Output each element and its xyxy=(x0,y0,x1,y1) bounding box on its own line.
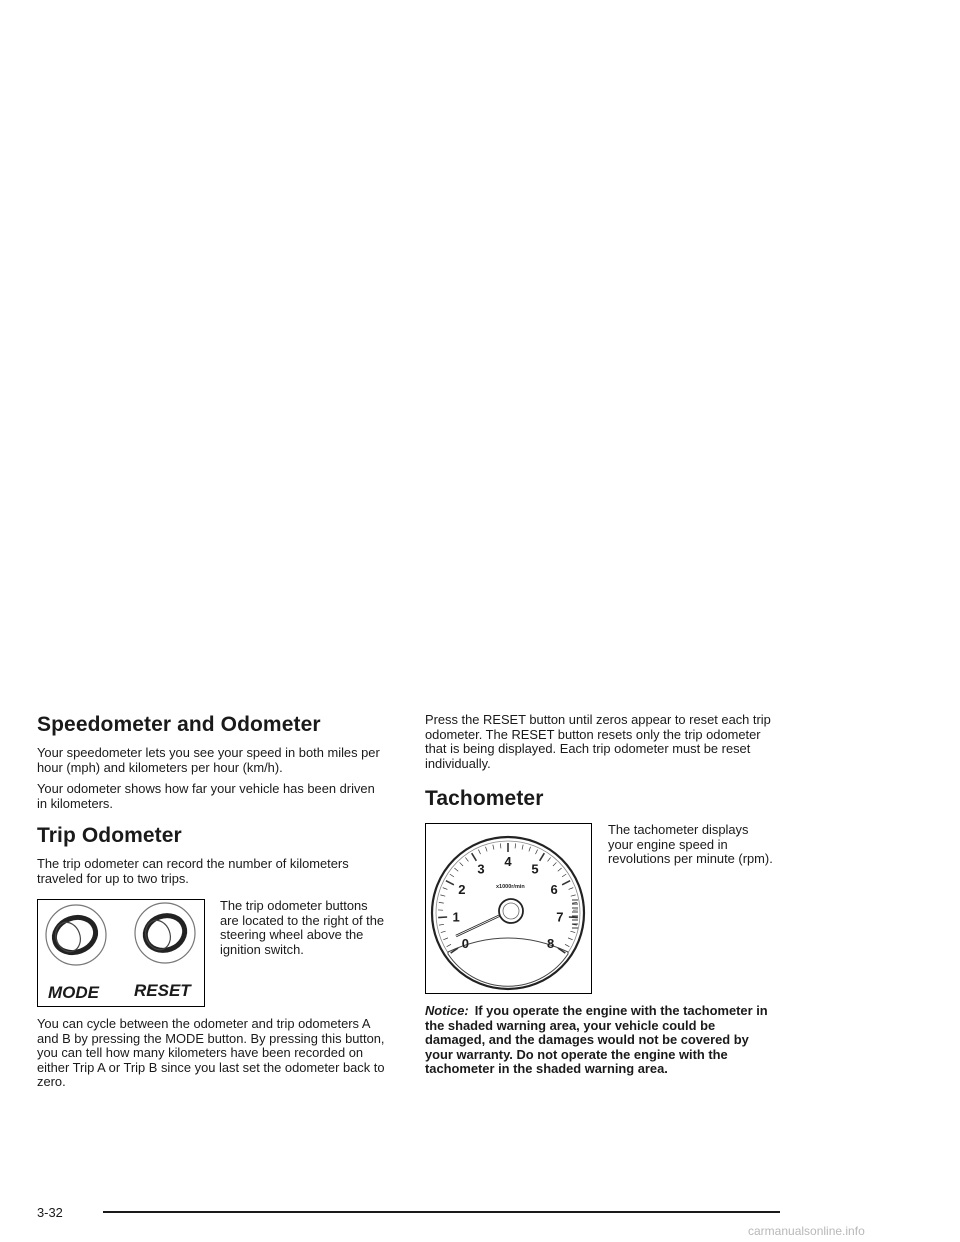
notice-text: If you operate the engine with the tachometer in the shaded warning area, your vehicle could be damaged, and the damages would not be covered by your warranty. Do not operate the engine with the tachometer in the shaded warning area. xyxy=(425,1003,768,1076)
trip-paragraph-1: The trip odometer can record the number of kilometers traveled for up to two trips. xyxy=(37,856,349,886)
trip-buttons-illustration xyxy=(38,900,204,1006)
tach-number-5: 5 xyxy=(531,861,539,877)
speedometer-paragraph-2: Your odometer shows how far your vehicle has been driven in kilometers. xyxy=(37,781,375,811)
trip-odometer-heading: Trip Odometer xyxy=(37,824,182,847)
reset-label: RESET xyxy=(134,981,191,1000)
tach-number-8: 8 xyxy=(546,935,555,951)
tach-number-2: 2 xyxy=(458,881,466,897)
tach-number-0: 0 xyxy=(461,935,470,951)
trip-caption: The trip odometer buttons are located to the right of the steering wheel above the ignition switch. xyxy=(220,898,385,957)
tach-number-3: 3 xyxy=(477,861,485,877)
tachometer-illustration xyxy=(426,824,591,993)
speedometer-heading: Speedometer and Odometer xyxy=(37,713,321,736)
notice-label: Notice: xyxy=(425,1003,469,1018)
footer-rule xyxy=(103,1211,780,1213)
trip-figure-row xyxy=(37,899,387,1007)
trip-paragraph-2: You can cycle between the odometer and trip odometers A and B by pressing the MODE button. By pressing this button, you can tell how many kilometers have been recorded on either Trip A or Trip B since you last set the odometer back to zero. xyxy=(37,1016,385,1089)
watermark: carmanualsonline.info xyxy=(748,1224,865,1238)
tach-number-1: 1 xyxy=(452,909,460,925)
reset-button-graphic xyxy=(135,903,195,963)
tach-figure-row xyxy=(425,823,775,994)
tach-number-6: 6 xyxy=(550,881,558,897)
tach-number-4: 4 xyxy=(504,854,512,869)
right-column xyxy=(425,713,775,1077)
tachometer-figure xyxy=(425,823,592,994)
page-number: 3-32 xyxy=(37,1205,63,1220)
speedometer-paragraph-1: Your speedometer lets you see your speed in both miles per hour (mph) and kilometers per hour (km/h). xyxy=(37,745,380,775)
tach-caption: The tachometer displays your engine speed in revolutions per minute (rpm). xyxy=(608,822,773,866)
tach-major-tick xyxy=(438,917,447,918)
left-column xyxy=(37,713,387,1097)
mode-button-graphic xyxy=(46,905,106,965)
notice-paragraph xyxy=(425,1004,775,1077)
trip-buttons-figure xyxy=(37,899,205,1007)
tach-major-tick xyxy=(569,917,578,918)
tachometer-heading: Tachometer xyxy=(425,787,544,810)
mode-label: MODE xyxy=(48,983,99,1002)
tach-unit-label: x1000r/min xyxy=(496,884,525,890)
tach-number-7: 7 xyxy=(556,909,564,925)
reset-paragraph: Press the RESET button until zeros appear to reset each trip odometer. The RESET button resets only the trip odometer that is being displayed. Each trip odometer must be reset individually. xyxy=(425,712,771,771)
